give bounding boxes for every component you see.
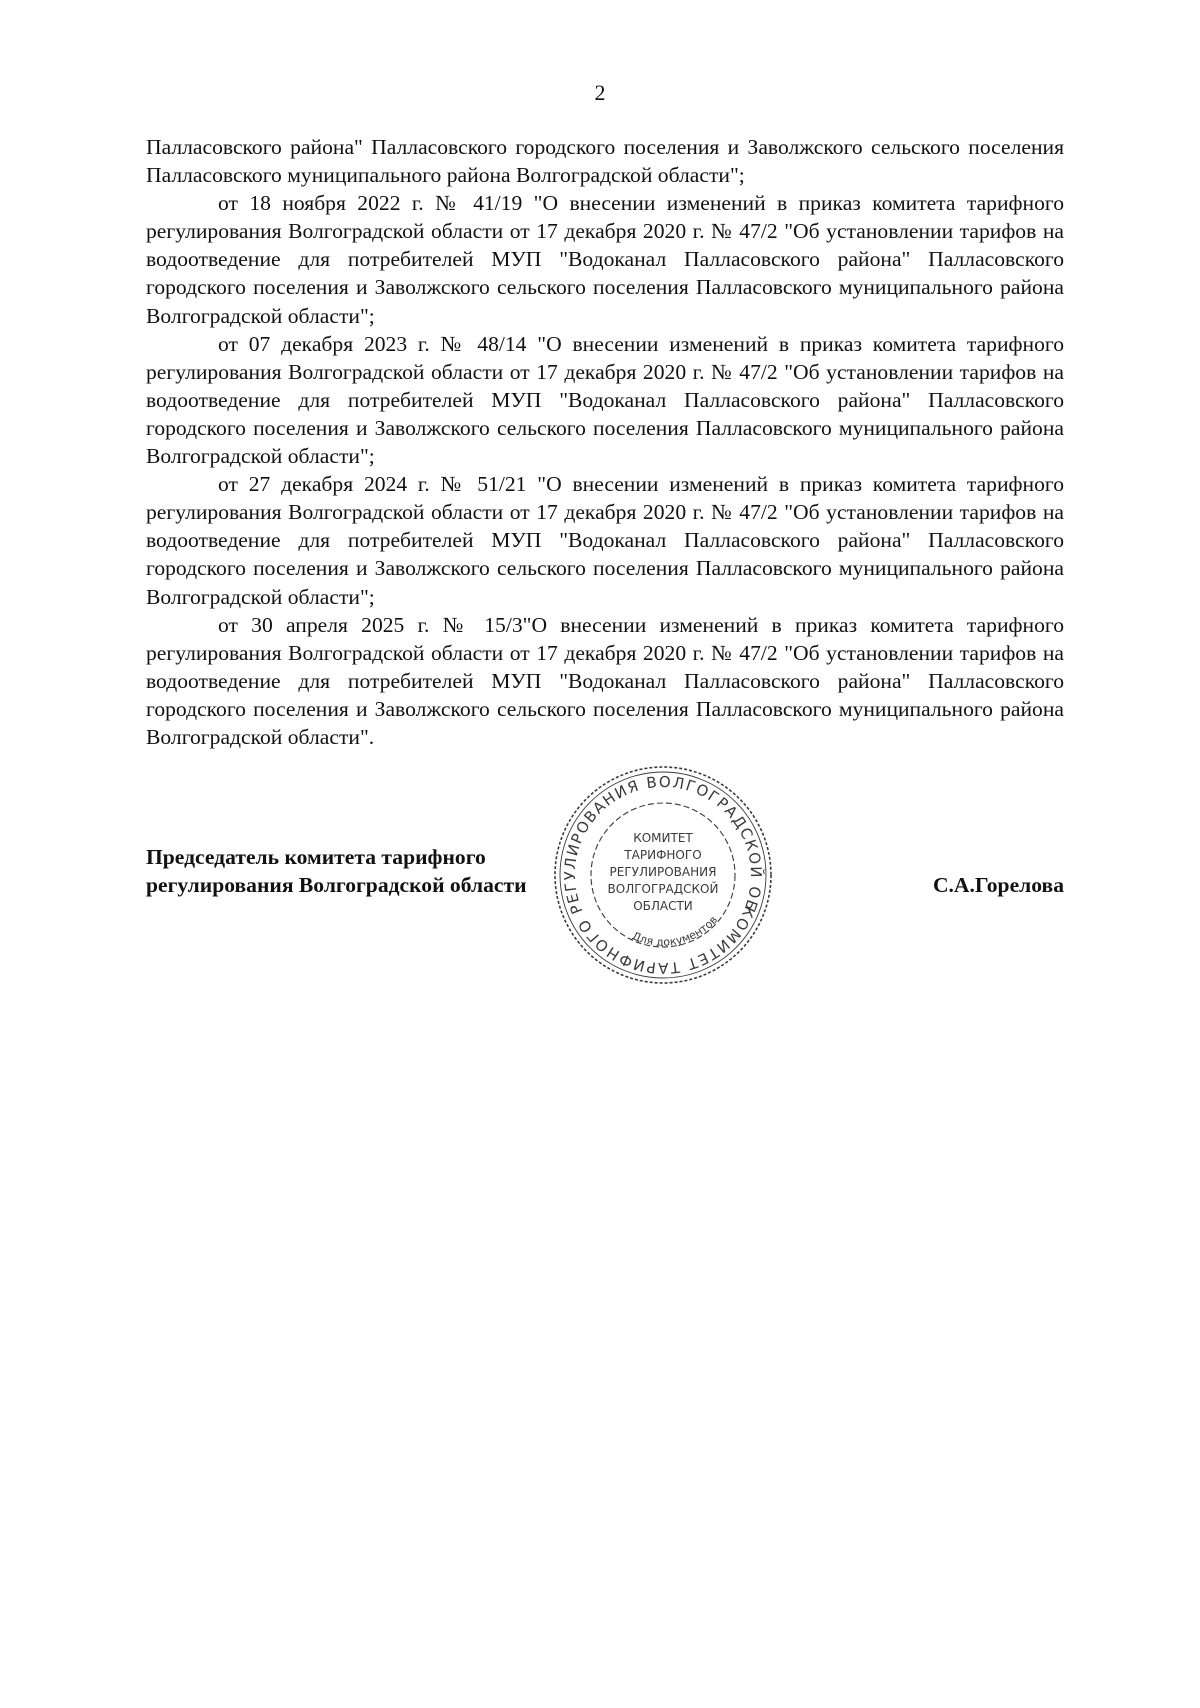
seal-graphic (548, 760, 778, 990)
official-seal (548, 760, 778, 990)
signatory-position-line-2: регулирования Волгоградской области (146, 873, 527, 897)
seal-inner-line-5: ОБЛАСТИ (633, 899, 693, 913)
paragraph-continuation: Палласовского района" Палласовского городского поселения и Заволжского сельского поселения Палласовского муниципального района Волгоградской области"; (146, 135, 1064, 188)
paragraph-order-2024: от 27 декабря 2024 г. № 51/21 "О внесении изменений в приказ комитета тарифного регулирования Волгоградской области от 17 декабря 2020 г. № 47/2 "Об установлении тарифов на водоотведение для потребителей МУП "Водоканал Палласовского района" Палласовского городского поселения и Заволжского сельского поселения Палласовского муниципального района Волгоградской области"; (146, 472, 1064, 609)
signatory-position (146, 843, 527, 899)
seal-outer-text: КОМИТЕТ ТАРИФНОГО РЕГУЛИРОВАНИЯ ВОЛГОГРАДСКОЙ ОБЛАСТИ (560, 772, 766, 978)
page-number: 2 (594, 80, 606, 105)
document-body (146, 133, 1064, 751)
paragraph-order-2025: от 30 апреля 2025 г. № 15/3"О внесении изменений в приказ комитета тарифного регулирования Волгоградской области от 17 декабря 2020 г. № 47/2 "Об установлении тарифов на водоотведение для потребителей МУП "Водоканал Палласовского района" Палласовского городского поселения и Заволжского сельского поселения Палласовского муниципального района Волгоградской области". (146, 612, 1064, 749)
paragraph-order-2023: от 07 декабря 2023 г. № 48/14 "О внесении изменений в приказ комитета тарифного регулирования Волгоградской области от 17 декабря 2020 г. № 47/2 "Об установлении тарифов на водоотведение для потребителей МУП "Водоканал Палласовского района" Палласовского городского поселения и Заволжского сельского поселения Палласовского муниципального района Волгоградской области"; (146, 331, 1064, 469)
signatory-position-line-1: Председатель комитета тарифного (146, 845, 486, 869)
seal-inner-line-4: ВОЛГОГРАДСКОЙ (607, 882, 719, 896)
seal-bottom-text: Для документов (630, 913, 721, 949)
signatory-name: С.А.Горелова (932, 873, 1064, 897)
paragraph-order-2022: от 18 ноября 2022 г. № 41/19 "О внесении изменений в приказ комитета тарифного регулирования Волгоградской области от 17 декабря 2020 г. № 47/2 "Об установлении тарифов на водоотведение для потребителей МУП "Водоканал Палласовского района" Палласовского городского поселения и Заволжского сельского поселения Палласовского муниципального района Волгоградской области"; (146, 191, 1064, 328)
seal-inner-line-3: РЕГУЛИРОВАНИЯ (609, 865, 717, 879)
seal-inner-line-2: ТАРИФНОГО (624, 848, 702, 862)
seal-inner-line-1: КОМИТЕТ (633, 831, 693, 845)
